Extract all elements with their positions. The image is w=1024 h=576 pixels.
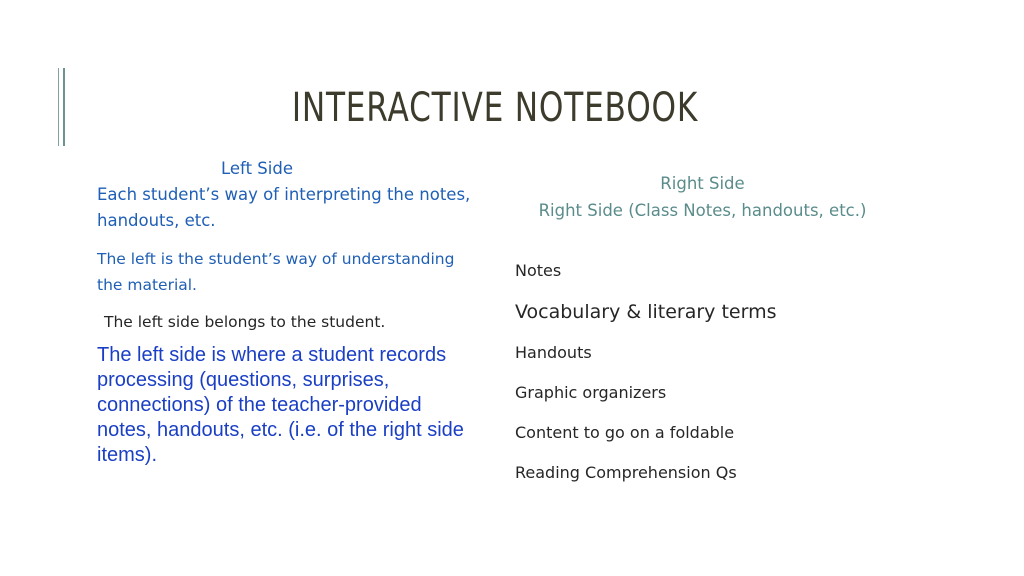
left-side-subheading: Each student’s way of interpreting the notes, handouts, etc.	[97, 185, 471, 230]
right-side-subheading: Right Side (Class Notes, handouts, etc.)	[538, 201, 867, 220]
list-item: Notes	[515, 261, 562, 280]
list-item: Reading Comprehension Qs	[515, 463, 737, 482]
accent-line-thick	[63, 68, 65, 146]
list-item: Handouts	[515, 343, 592, 362]
left-side-paragraph-ownership: The left side belongs to the student.	[104, 313, 386, 331]
list-item: Content to go on a foldable	[515, 423, 735, 442]
left-side-column	[97, 156, 477, 468]
accent-line-thin	[58, 68, 59, 146]
left-side-paragraph-understanding: The left is the student’s way of understanding the material.	[97, 250, 455, 294]
right-side-list	[515, 251, 935, 493]
right-side-heading-label: Right Side	[660, 174, 745, 193]
slide-title: INTERACTIVE NOTEBOOK	[291, 85, 699, 131]
right-side-column	[515, 170, 935, 493]
title-accent-bar	[58, 68, 70, 146]
left-side-heading: Left Side	[221, 159, 293, 178]
list-item: Vocabulary & literary terms	[515, 301, 777, 323]
list-item: Graphic organizers	[515, 383, 667, 402]
left-side-paragraph-processing: The left side is where a student records processing (questions, surprises, connections) of the teacher-provided notes, handouts, etc. (i.e. of the right side items).	[97, 344, 464, 466]
right-side-heading	[515, 170, 890, 224]
